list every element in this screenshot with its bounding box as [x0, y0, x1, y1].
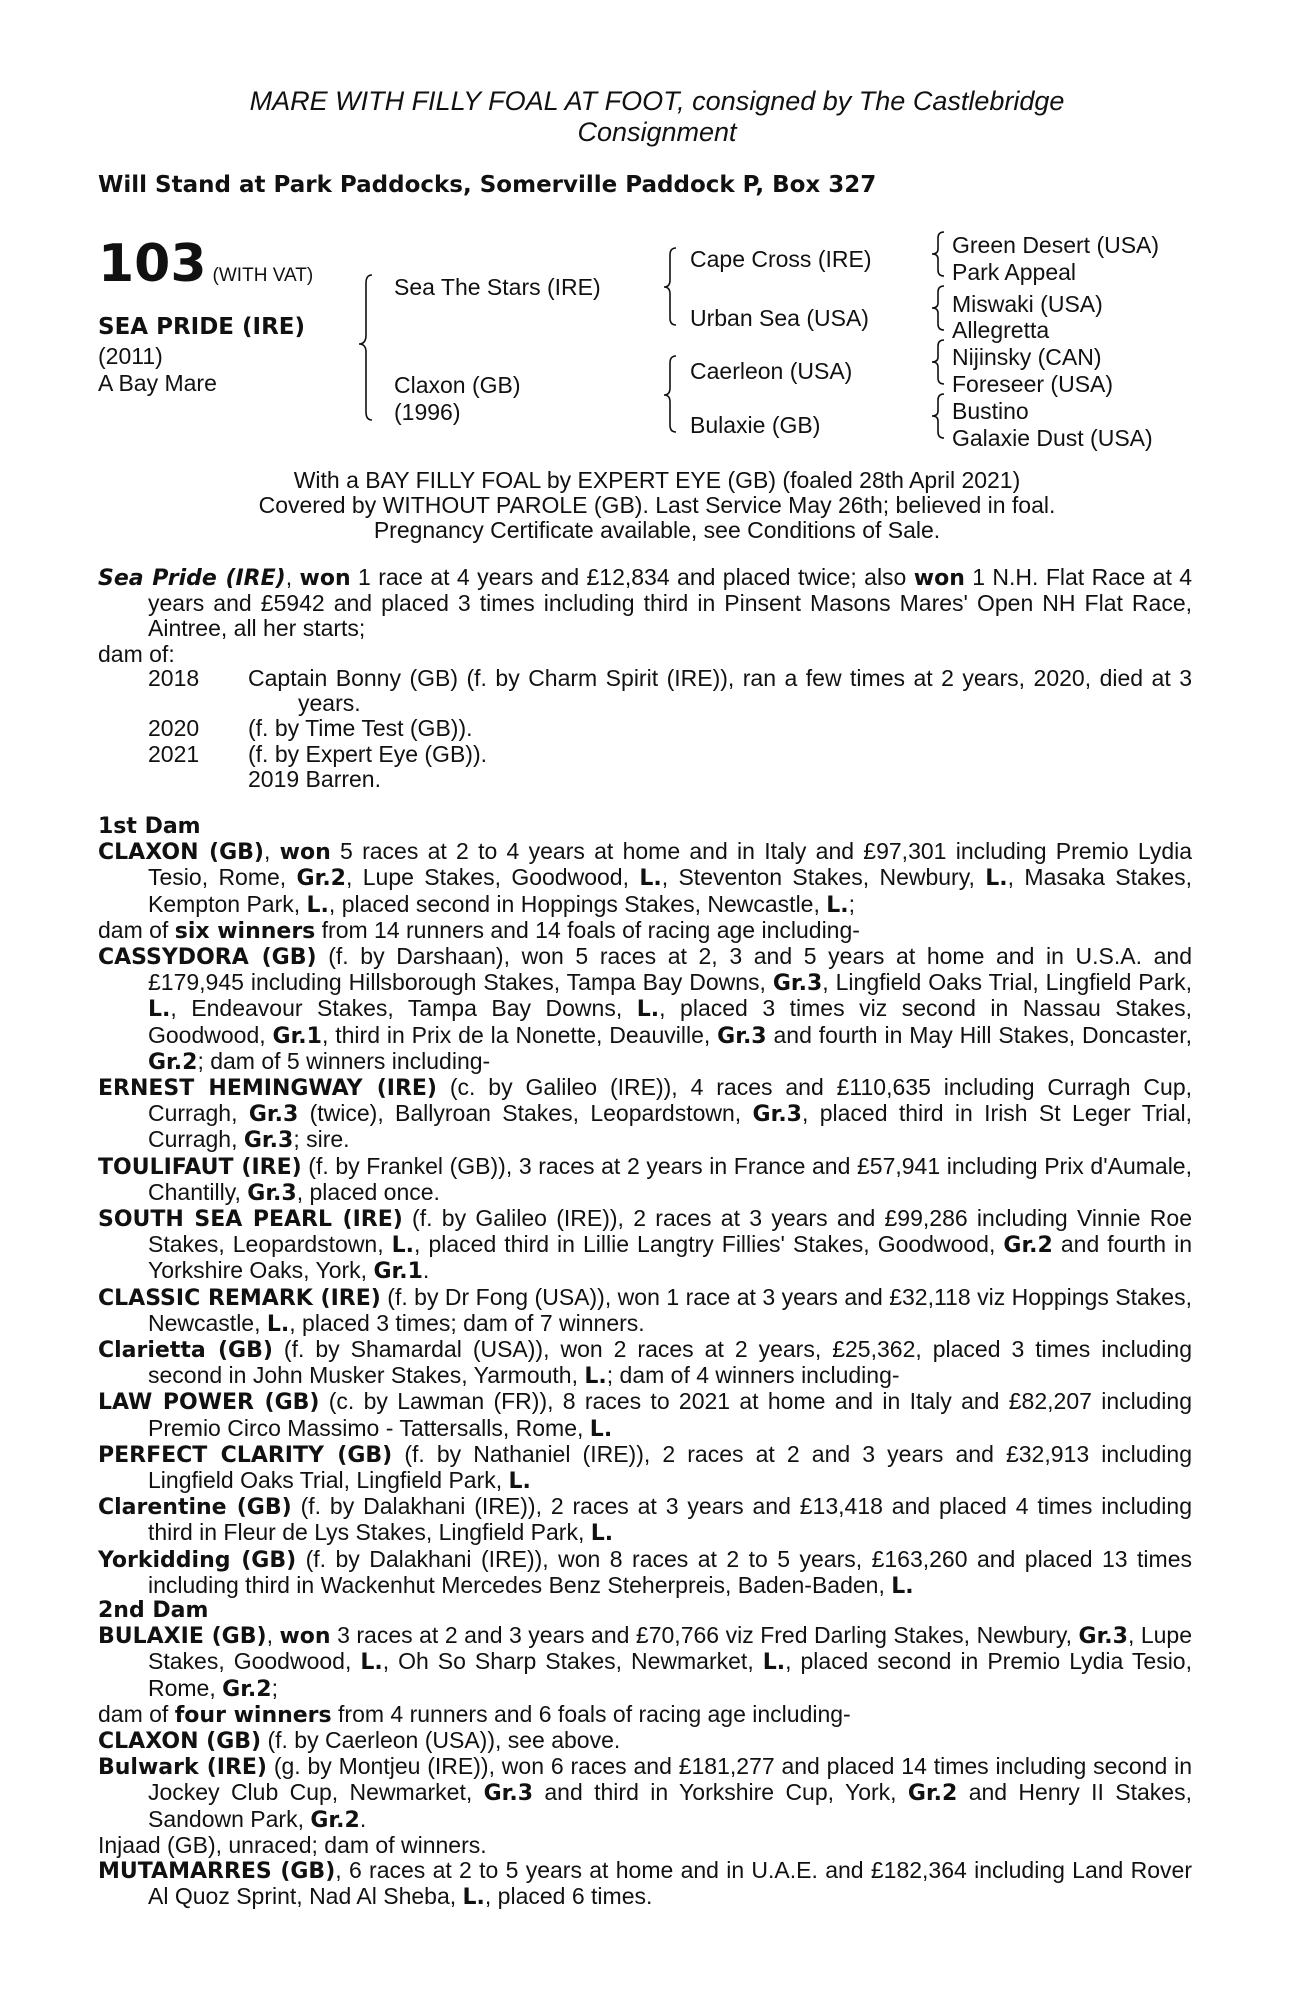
classic-remark-record: CLASSIC REMARK (IRE) (f. by Dr Fong (USA)), won 1 race at 3 years and £32,118 viz Hoppings Stakes, Newcastle, L., placed 3 times; dam of 7 winners. — [98, 1283, 1192, 1337]
pedigree-dam-year: (1996) — [394, 399, 461, 425]
pedigree-g3: Miswaki (USA) — [952, 291, 1103, 317]
pedigree-g6: Foreseer (USA) — [952, 371, 1114, 397]
mare-race-record: Sea Pride (IRE), won 1 race at 4 years and £12,834 and placed twice; also won 1 N.H. Flat Race at 4 years and £5942 and placed 3 times including third in Pinsent Masons Mares' Open NH Flat Race, Aintree, all her starts; — [98, 564, 1193, 642]
pedigree-sire-dam: Urban Sea (USA) — [690, 305, 869, 331]
yorkidding-record: Yorkidding (GB) (f. by Dalakhani (IRE)), won 8 races at 2 to 5 years, £163,260 and placed 13 times including third in Wackenhut Mercedes Benz Steherpreis, Baden-Baden, L. — [98, 1545, 1192, 1599]
mare-dam-of: dam of: — [98, 640, 175, 667]
pedigree-dam-dam: Bulaxie (GB) — [690, 412, 821, 438]
horse-name: SEA PRIDE (IRE) — [98, 314, 306, 340]
pedigree-g2: Park Appeal — [952, 259, 1077, 285]
pedigree-g7: Bustino — [952, 398, 1029, 424]
horse-year: (2011) — [98, 343, 163, 369]
produce-list — [148, 666, 1192, 792]
perfect-clarity-record: PERFECT CLARITY (GB) (f. by Nathaniel (IRE)), 2 races at 2 and 3 years and £32,913 including Lingfield Oaks Trial, Lingfield Park, L. — [98, 1440, 1192, 1495]
injaad-record: Injaad (GB), unraced; dam of winners. — [98, 1831, 487, 1858]
page-title-line1: MARE WITH FILLY FOAL AT FOOT, consigned by The Castlebridge — [249, 86, 1065, 116]
south-sea-pearl-record: SOUTH SEA PEARL (IRE) (f. by Galileo (IRE)), 2 races at 3 years and £99,286 including Vinnie Roe Stakes, Leopardstown, L., placed third in Lillie Langtry Fillies' Stakes, Goodwood, Gr.2 and fourth in Yorkshire Oaks, York, Gr.1. — [98, 1205, 1193, 1285]
clarietta-record: Clarietta (GB) (f. by Shamardal (USA)), won 2 races at 2 years, £25,362, placed 3 times including second in John Musker Stakes, Yarmouth, L.; dam of 4 winners including- — [98, 1336, 1192, 1390]
pedigree-g4: Allegretta — [952, 317, 1050, 343]
toulifaut-record: TOULIFAUT (IRE) (f. by Frankel (GB)), 3 races at 2 years in France and £57,941 including Prix d'Aumale, Chantilly, Gr.3, placed once. — [98, 1152, 1192, 1206]
claxon-ref-record: CLAXON (GB) (f. by Caerleon (USA)), see above. — [98, 1727, 621, 1755]
bulaxie-dam-of: dam of four winners from 4 runners and 6 foals of racing age including- — [98, 1700, 851, 1728]
horse-description: A Bay Mare — [98, 370, 217, 396]
produce-row: 2020 (f. by Time Test (GB)). — [148, 715, 473, 742]
claxon-dam-of: dam of six winners from 14 runners and 14 foals of racing age including- — [98, 916, 860, 944]
pedigree-sire-sire: Cape Cross (IRE) — [690, 246, 872, 272]
lot-vat: (WITH VAT) — [212, 265, 314, 286]
pedigree-g8: Galaxie Dust (USA) — [952, 425, 1153, 451]
produce-row: 2021 (f. by Expert Eye (GB)). — [148, 740, 487, 767]
pedigree-g5: Nijinsky (CAN) — [952, 344, 1102, 370]
first-dam-heading: 1st Dam — [98, 814, 201, 839]
ernest-hemingway-record: ERNEST HEMINGWAY (IRE) (c. by Galileo (IRE)), 4 races and £110,635 including Curragh Cup, Curragh, Gr.3 (twice), Ballyroan Stakes, Leopardstown, Gr.3, placed third in Irish St Leger Trial, Curragh, Gr.3; sire. — [98, 1074, 1193, 1154]
mare-record — [98, 565, 1192, 667]
first-dam-section — [98, 814, 1192, 1599]
pedigree-dam: Claxon (GB) — [394, 372, 521, 398]
cassydora-record: CASSYDORA (GB) (f. by Darshaan), won 5 races at 2, 3 and 5 years at home and in U.S.A. and £179,945 including Hillsborough Stakes, Tampa Bay Downs, Gr.3, Lingfield Oaks Trial, Lingfield Park, L., Endeavour Stakes, Tampa Bay Downs, L., placed 3 times viz second in Nassau Stakes, Goodwood, Gr.1, third in Prix de la Nonette, Deauville, Gr.3 and fourth in May Hill Stakes, Doncaster, Gr.2; dam of 5 winners including- — [98, 943, 1192, 1075]
mutamarres-record: MUTAMARRES (GB), 6 races at 2 to 5 years at home and in U.A.E. and £182,364 including Land Rover Al Quoz Sprint, Nad Al Sheba, L., placed 6 times. — [98, 1857, 1192, 1911]
stand-location: Will Stand at Park Paddocks, Somerville Paddock P, Box 327 — [98, 172, 877, 198]
clarentine-record: Clarentine (GB) (f. by Dalakhani (IRE)), 2 races at 3 years and £13,418 and placed 4 times including third in Fleur de Lys Stakes, Lingfield Park, L. — [98, 1493, 1192, 1547]
second-dam-heading: 2nd Dam — [98, 1598, 209, 1623]
page-title-line2: Consignment — [577, 117, 737, 147]
lot-number: 103 — [98, 234, 207, 294]
foal-line-1: With a BAY FILLY FOAL by EXPERT EYE (GB) (foaled 28th April 2021) — [293, 467, 1021, 493]
produce-row: 2019 Barren. — [248, 765, 381, 792]
foal-line-2: Covered by WITHOUT PAROLE (GB). Last Service May 26th; believed in foal. — [258, 492, 1056, 518]
second-dam-section — [98, 1598, 1192, 1910]
mare-name: Sea Pride (IRE) — [98, 566, 286, 591]
claxon-record: CLAXON (GB), won 5 races at 2 to 4 years at home and in Italy and £97,301 including Premio Lydia Tesio, Rome, Gr.2, Lupe Stakes, Goodwood, L., Steventon Stakes, Newbury, L., Masaka Stakes, Kempton Park, L., placed second in Hoppings Stakes, Newcastle, L.; — [98, 838, 1193, 918]
pedigree-sire: Sea The Stars (IRE) — [394, 274, 601, 300]
produce-row: 2018 Captain Bonny (GB) (f. by Charm Spirit (IRE)), ran a few times at 2 years, 2020, died at 3 years. — [148, 665, 1192, 717]
foal-line-3: Pregnancy Certificate available, see Conditions of Sale. — [373, 517, 941, 543]
pedigree-braces — [0, 0, 1314, 460]
pedigree-g1: Green Desert (USA) — [952, 232, 1160, 258]
bulwark-record: Bulwark (IRE) (g. by Montjeu (IRE)), won 6 races and £181,277 and placed 14 times including second in Jockey Club Cup, Newmarket, Gr.3 and third in Yorkshire Cup, York, Gr.2 and Henry II Stakes, Sandown Park, Gr.2. — [98, 1753, 1192, 1833]
bulaxie-record: BULAXIE (GB), won 3 races at 2 and 3 years and £70,766 viz Fred Darling Stakes, Newbury, Gr.3, Lupe Stakes, Goodwood, L., Oh So Sharp Stakes, Newmarket, L., placed second in Premio Lydia Tesio, Rome, Gr.2; — [98, 1622, 1193, 1702]
law-power-record: LAW POWER (GB) (c. by Lawman (FR)), 8 races to 2021 at home and in Italy and £82,207 including Premio Circo Massimo - Tattersalls, Rome, L. — [98, 1388, 1192, 1442]
pedigree-dam-sire: Caerleon (USA) — [690, 358, 853, 384]
